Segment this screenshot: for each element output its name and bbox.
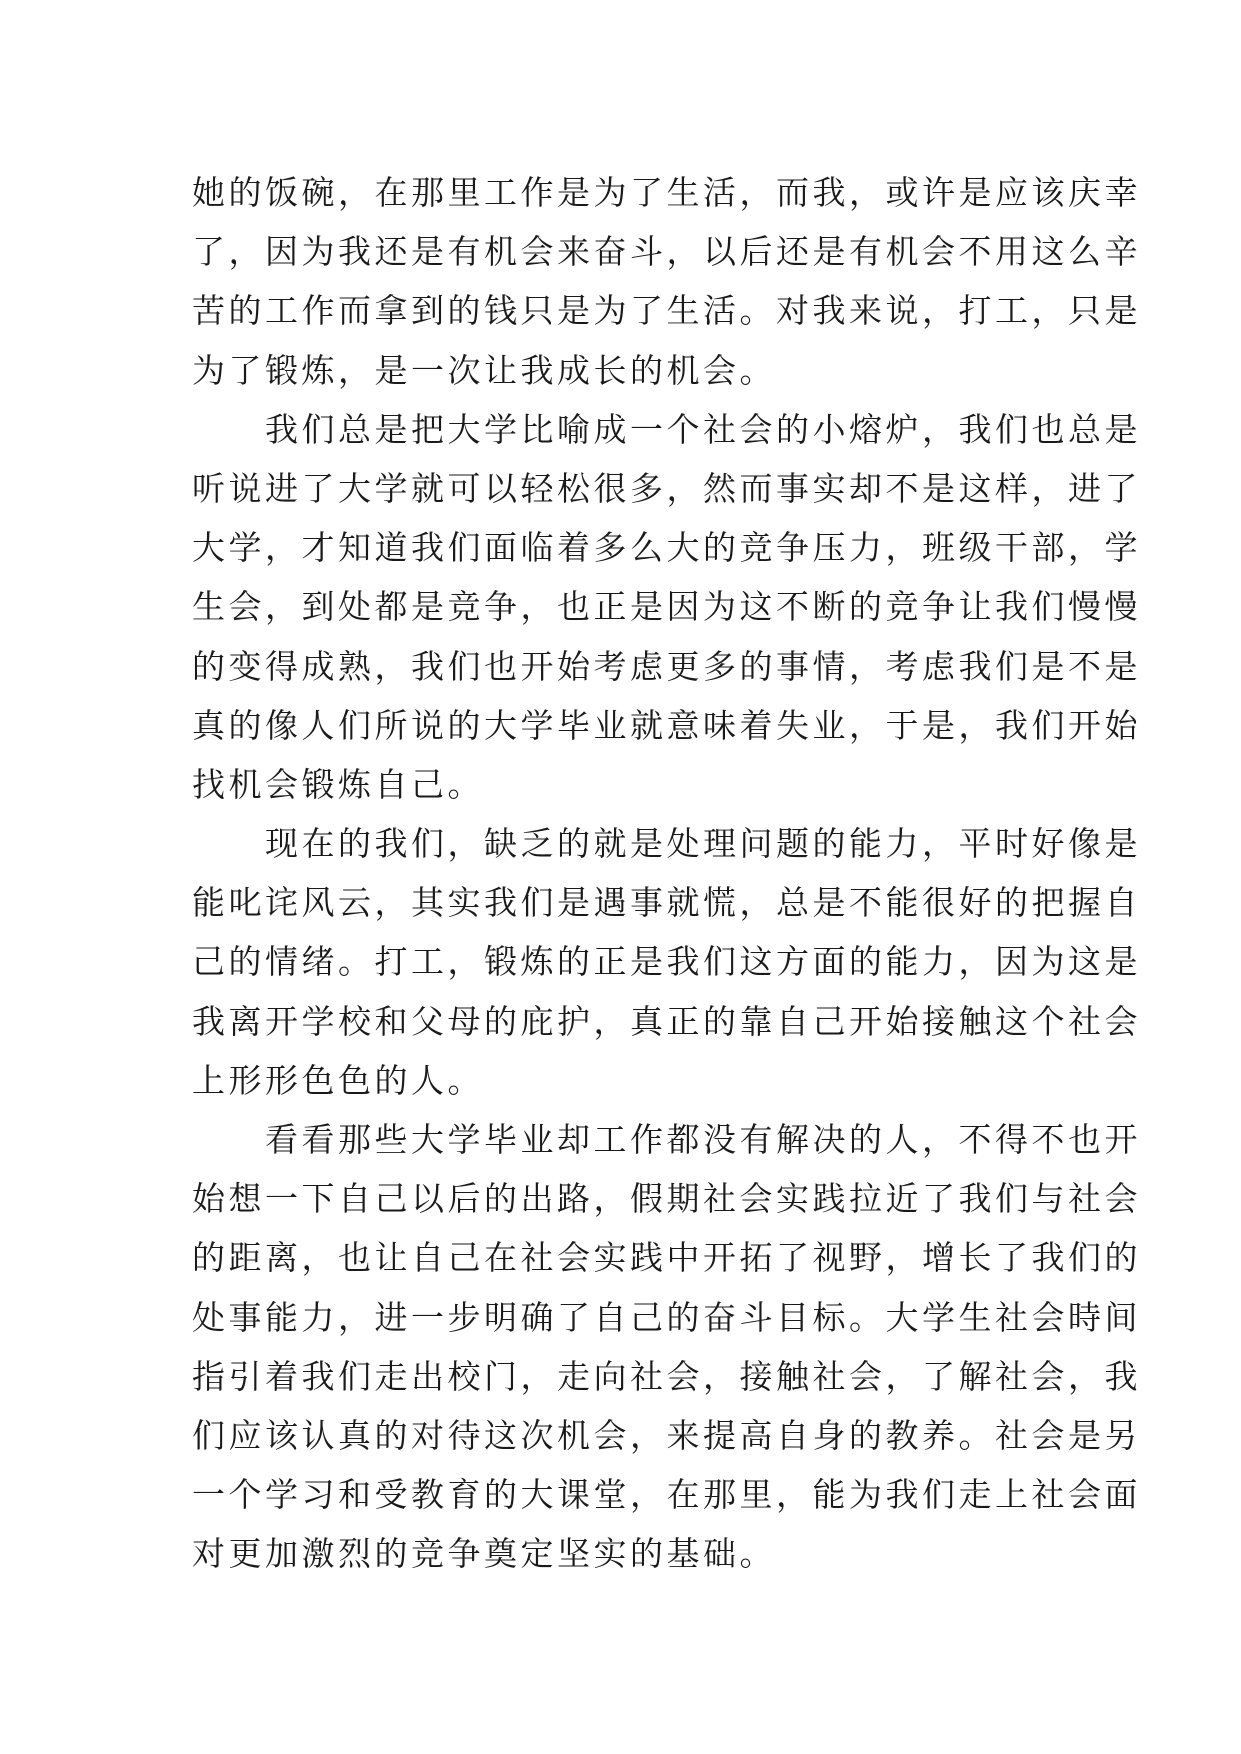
text-line: 听说进了大学就可以轻松很多，然而事实却不是这样，进了 — [192, 468, 1141, 508]
text-line: 对更加激烈的竞争奠定坚实的基础。 — [192, 1534, 776, 1574]
document-body — [192, 163, 1141, 1584]
text-line: 真的像人们所说的大学毕业就意味着失业，于是，我们开始 — [192, 705, 1141, 745]
text-line: 的变得成熟，我们也开始考虑更多的事情，考虑我们是不是 — [192, 646, 1141, 686]
text-line: 能叱诧风云，其实我们是遇事就慌，总是不能很好的把握自 — [192, 883, 1141, 923]
text-line: 生会，到处都是竞争，也正是因为这不断的竞争让我们慢慢 — [192, 587, 1141, 627]
text-line: 指引着我们走出校门，走向社会，接触社会，了解社会，我 — [192, 1356, 1141, 1396]
text-line: 找机会锻炼自己。 — [192, 764, 484, 804]
text-line: 我们总是把大学比喻成一个社会的小熔炉，我们也总是 — [192, 409, 1141, 449]
text-line: 大学，才知道我们面临着多么大的竞争压力，班级干部，学 — [192, 528, 1141, 568]
text-line: 的距离，也让自己在社会实践中开拓了视野，增长了我们的 — [192, 1238, 1141, 1278]
text-line: 看看那些大学毕业却工作都没有解决的人，不得不也开 — [192, 1120, 1141, 1159]
text-line: 苦的工作而拿到的钱只是为了生活。对我来说，打工，只是 — [192, 291, 1141, 331]
text-line: 现在的我们，缺乏的就是处理问题的能力，平时好像是 — [192, 824, 1141, 864]
text-line: 我离开学校和父母的庇护，真正的靠自己开始接触这个社会 — [192, 1001, 1141, 1041]
text-line: 上形形色色的人。 — [192, 1060, 484, 1100]
text-line: 始想一下自己以后的出路，假期社会实践拉近了我们与社会 — [192, 1179, 1141, 1219]
text-line: 了，因为我还是有机会来奋斗，以后还是有机会不用这么辛 — [192, 232, 1141, 272]
text-line: 们应该认真的对待这次机会，来提高自身的教养。社会是另 — [192, 1415, 1141, 1455]
text-line: 处事能力，进一步明确了自己的奋斗目标。大学生社会時间 — [192, 1297, 1141, 1337]
text-line: 己的情绪。打工，锻炼的正是我们这方面的能力，因为这是 — [192, 942, 1141, 982]
text-line: 一个学习和受教育的大课堂，在那里，能为我们走上社会面 — [192, 1475, 1141, 1515]
text-line: 她的饭碗，在那里工作是为了生活，而我，或许是应该庆幸 — [192, 173, 1141, 212]
text-line: 为了锻炼，是一次让我成长的机会。 — [192, 350, 776, 390]
